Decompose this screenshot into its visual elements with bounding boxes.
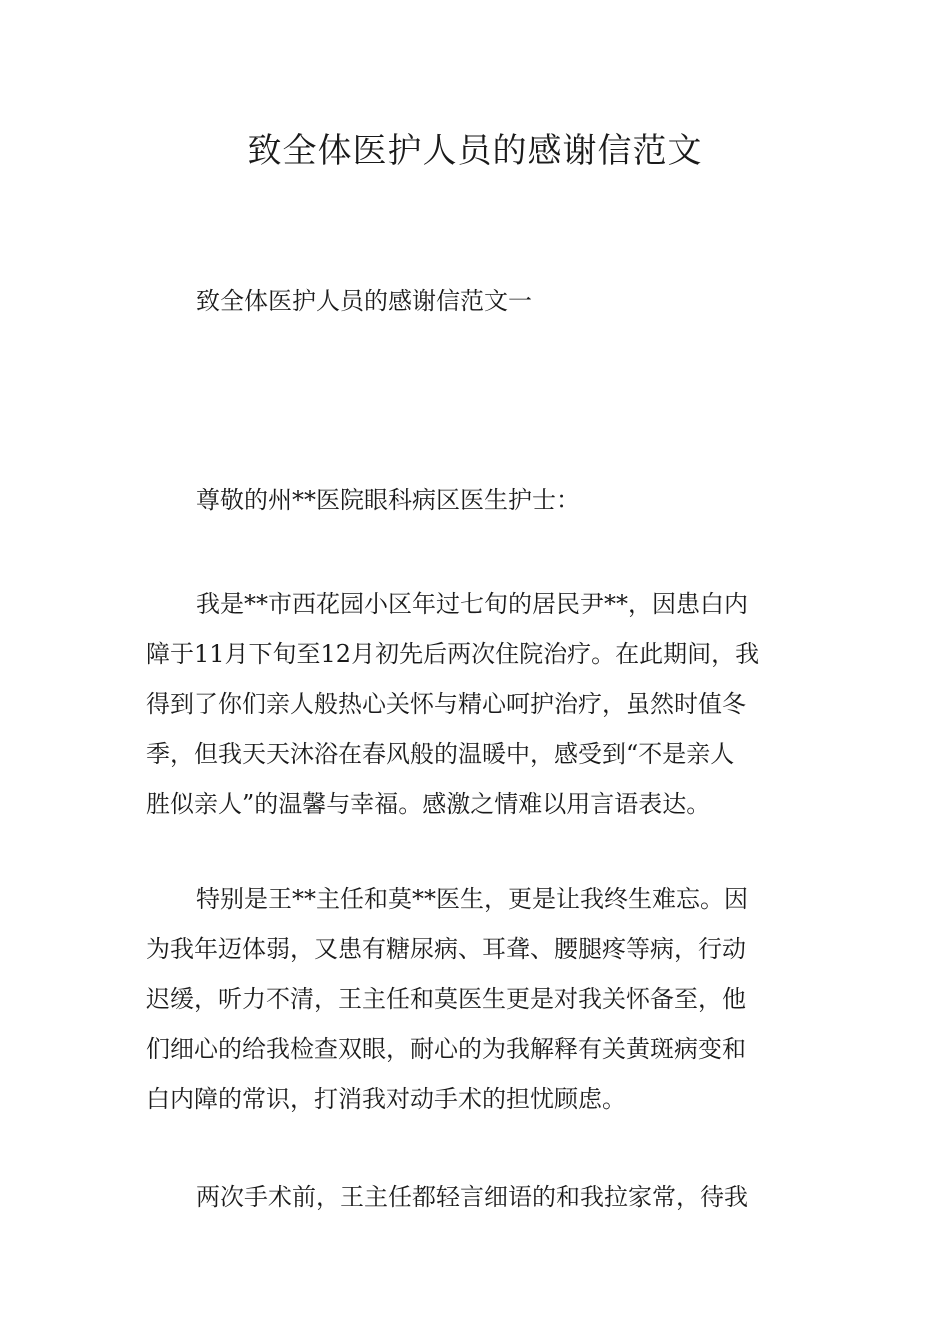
body-paragraph-3 [146,1172,806,1222]
paragraph-line: 障于11月下旬至12月初先后两次住院治疗。在此期间，我 [146,640,760,668]
paragraph-line: 为我年迈体弱，又患有糖尿病、耳聋、腰腿疼等病，行动 [146,935,746,963]
body-paragraph-2 [146,874,806,1124]
letter-salutation: 尊敬的州**医院眼科病区医生护士： [196,486,580,514]
page-title: 致全体医护人员的感谢信范文 [247,131,703,171]
paragraph-line: 胜似亲人”的温馨与幸福。感激之情难以用言语表达。 [146,790,711,818]
paragraph-line: 两次手术前，王主任都轻言细语的和我拉家常，待我 [196,1183,748,1211]
paragraph-line: 白内障的常识，打消我对动手术的担忧顾虑。 [146,1085,626,1113]
paragraph-line: 季，但我天天沐浴在春风般的温暖中，感受到“不是亲人 [146,740,735,768]
body-paragraph-1 [146,579,806,829]
letter-subtitle: 致全体医护人员的感谢信范文一 [196,287,532,315]
paragraph-line: 迟缓，听力不清，王主任和莫医生更是对我关怀备至，他 [146,985,746,1013]
paragraph-line: 我是**市西花园小区年过七旬的居民尹**，因患白内 [196,590,748,618]
paragraph-line: 们细心的给我检查双眼，耐心的为我解释有关黄斑病变和 [146,1035,746,1063]
paragraph-line: 特别是王**主任和莫**医生，更是让我终生难忘。因 [196,885,748,913]
paragraph-line: 得到了你们亲人般热心关怀与精心呵护治疗，虽然时值冬 [146,690,746,718]
